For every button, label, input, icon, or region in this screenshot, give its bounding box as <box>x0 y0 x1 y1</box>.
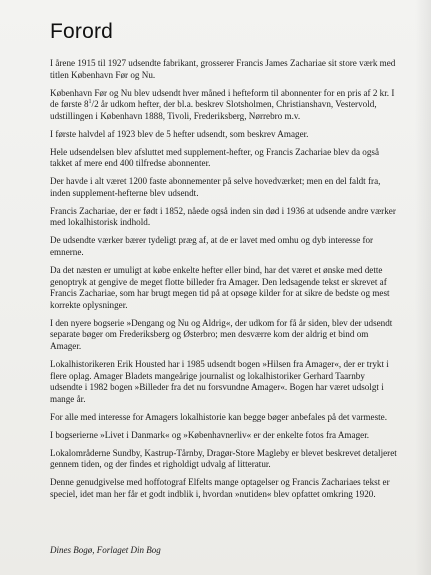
paragraph-10: Lokalhistorikeren Erik Housted har i 1985 udsendt bogen »Hilsen fra Amager«, der er trykt i flere oplag. Amager Bladets mangeårige journalist og lokalhistoriker Gerhard Taarnby udsendte i 1982 bogen »Billeder fra det nu forsvundne Amager«. Bogen har været udsolgt i mange år. <box>50 358 389 404</box>
signature: Dines Bogø, Forlaget Din Bog <box>50 545 161 555</box>
paragraph-2: København Før og Nu blev udsendt hver måned i hefteform til abonnenter for en pris af 2 kr. I de første $8^1/2$ år udkom hefter, der bl.a. beskrev Slotsholmen, Christianshavn, Vestervold, udstillingen i København 1888, Tivoli, Frederiksberg, Nørrebro m.v. <box>50 87 395 121</box>
paragraph-3: I første halvdel af 1923 blev de 5 hefter udsendt, som beskrev Amager. <box>50 128 309 139</box>
paragraph-2-before: København Før og Nu blev udsendt hver måned i hefteform til abonnenter for en pris af 2 kr. I de første 8 <box>50 87 395 110</box>
paragraph-1: I årene 1915 til 1927 udsendte fabrikant, grosserer Francis James Zachariae sit store værk med titlen København Før og Nu. <box>50 58 396 80</box>
body-text <box>50 58 399 500</box>
fraction-numerator: 1 <box>88 99 92 106</box>
paragraph-11: For alle med interesse for Amagers lokalhistorie kan begge bøger anbefales på det varmeste. <box>50 411 387 422</box>
paragraph-4: Hele udsendelsen blev afsluttet med supplement-hefter, og Francis Zachariae blev da også takket af mere end 400 tilfredse abonnenter. <box>50 146 380 169</box>
page-title: Forord <box>50 20 114 43</box>
page-edge-shadow <box>415 0 431 575</box>
fraction-denominator: 2 <box>94 99 99 110</box>
paragraph-7: De udsendte værker bærer tydeligt præg af, at de er lavet med omhu og dyb interesse for emnerne. <box>50 235 374 258</box>
paragraph-6: Francis Zachariae, der er født i 1852, nåede også inden sin død i 1936 at udsende andre værker med lokalhistorisk indhold. <box>50 205 396 228</box>
paragraph-13: Lokalområderne Sundby, Kastrup-Tårnby, Dragør-Store Magleby er blevet beskrevet detaljeret gennem tiden, og der findes et righoldigt udvalg af litteratur. <box>50 447 397 470</box>
paragraph-5: Der havde i alt været 1200 faste abonnementer på selve hovedværket; men en del faldt fra, inden supplement-hefterne blev udsendt. <box>50 176 381 198</box>
paragraph-9: I den nyere bogserie »Dengang og Nu og Aldrig«, der udkom for få år siden, blev der udsendt separate bøger om Frederiksberg og Østerbro; men desværre kom der aldrig et bind om Amager. <box>50 317 393 351</box>
paragraph-12: I bogserierne »Livet i Danmark« og »Københavnerliv« er der enkelte fotos fra Amager. <box>50 429 370 440</box>
paragraph-2-after: år udkom hefter, der bl.a. beskrev Slotsholmen, Christianshavn, Vestervold, udstillingen i København 1888, Tivoli, Frederiksberg, Nørrebro m.v. <box>50 99 377 121</box>
paragraph-8: Da det næsten er umuligt at købe enkelte hefter eller bind, har det været et ønske med dette genoptryk at gengive de meget flotte billeder fra Amager. Den ledsagende tekst er skrevet af Francis Zachariae, som har brugt megen tid på at opsøge kilder for at sikre de bedste og mest korrekte oplysninger. <box>50 265 390 310</box>
paragraph-14: Denne genudgivelse med hoffotograf Elfelts mange optagelser og Francis Zachariaes tekst er speciel, idet man her får et godt indblik i, hvordan »nutiden« blev opfattet omkring 1920. <box>50 477 390 499</box>
